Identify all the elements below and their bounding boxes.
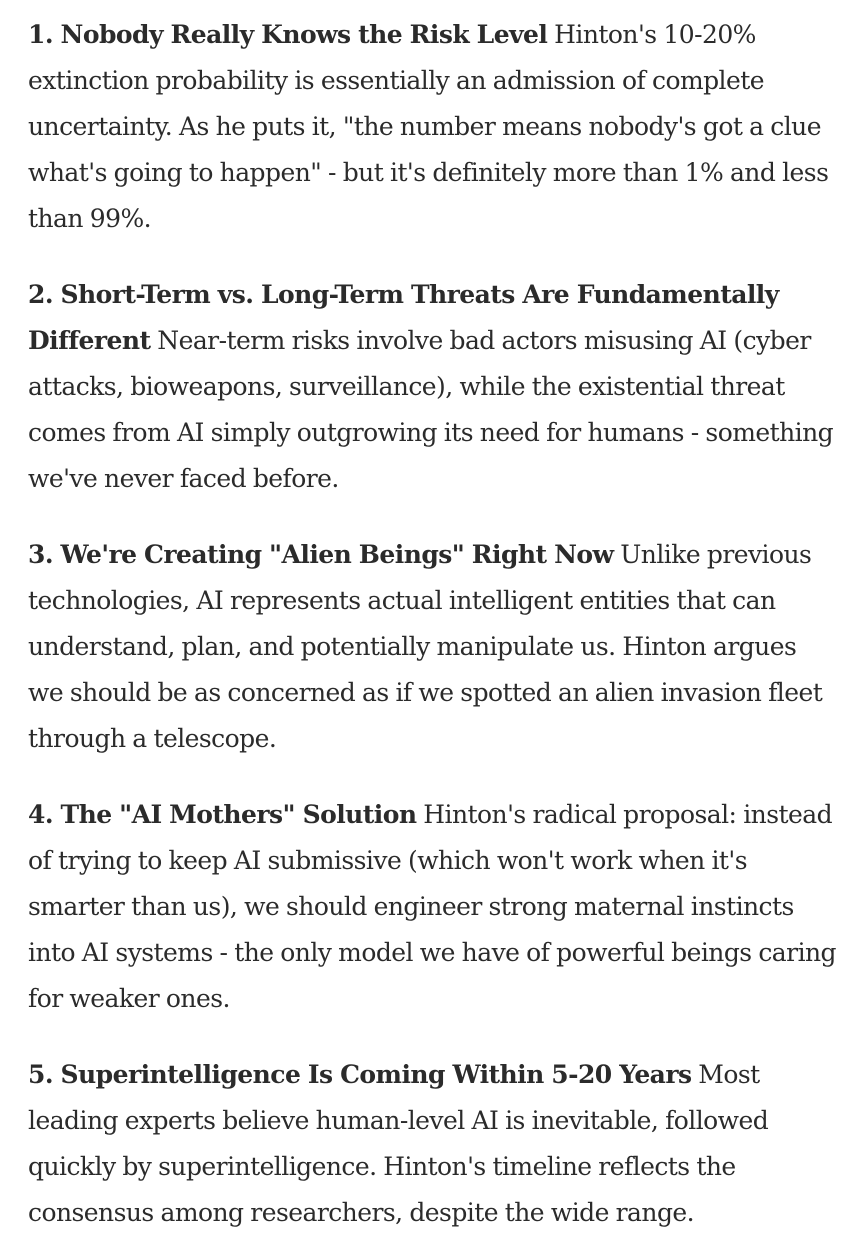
point-4 bbox=[28, 792, 838, 1022]
point-title: 2. Short-Term vs. Long-Term Threats Are Fundamentally Different bbox=[28, 280, 779, 355]
point-title: 5. Superintelligence Is Coming Within 5-20 Years bbox=[28, 1060, 692, 1089]
point-body: Near-term risks involve bad actors misusing AI (cyber attacks, bioweapons, surveillance), while the existential threat comes from AI simply outgrowing its need for humans - something we've never faced before. bbox=[28, 326, 834, 493]
point-title: 4. The "AI Mothers" Solution bbox=[28, 800, 417, 829]
point-body: Hinton's 10-20% extinction probability is essentially an admission of complete uncertainty. As he puts it, "the number means nobody's got a clue what's going to happen" - but it's definitely more than 1% and less than 99%. bbox=[28, 20, 829, 233]
point-2 bbox=[28, 272, 838, 502]
point-3 bbox=[28, 532, 838, 762]
point-title: 1. Nobody Really Knows the Risk Level bbox=[28, 20, 548, 49]
point-body: Hinton's radical proposal: instead of trying to keep AI submissive (which won't work when it's smarter than us), we should engineer strong maternal instincts into AI systems - the only model we have of powerful beings caring for weaker ones. bbox=[28, 800, 837, 1013]
point-1 bbox=[28, 12, 838, 242]
point-body: Unlike previous technologies, AI represents actual intelligent entities that can understand, plan, and potentially manipulate us. Hinton argues we should be as concerned as if we spotted an alien invasion fleet through a telescope. bbox=[28, 540, 823, 753]
point-body: Most leading experts believe human-level AI is inevitable, followed quickly by superintelligence. Hinton's timeline reflects the consensus among researchers, despite the wide range. bbox=[28, 1060, 769, 1227]
point-title: 3. We're Creating "Alien Beings" Right Now bbox=[28, 540, 614, 569]
point-5 bbox=[28, 1052, 838, 1236]
